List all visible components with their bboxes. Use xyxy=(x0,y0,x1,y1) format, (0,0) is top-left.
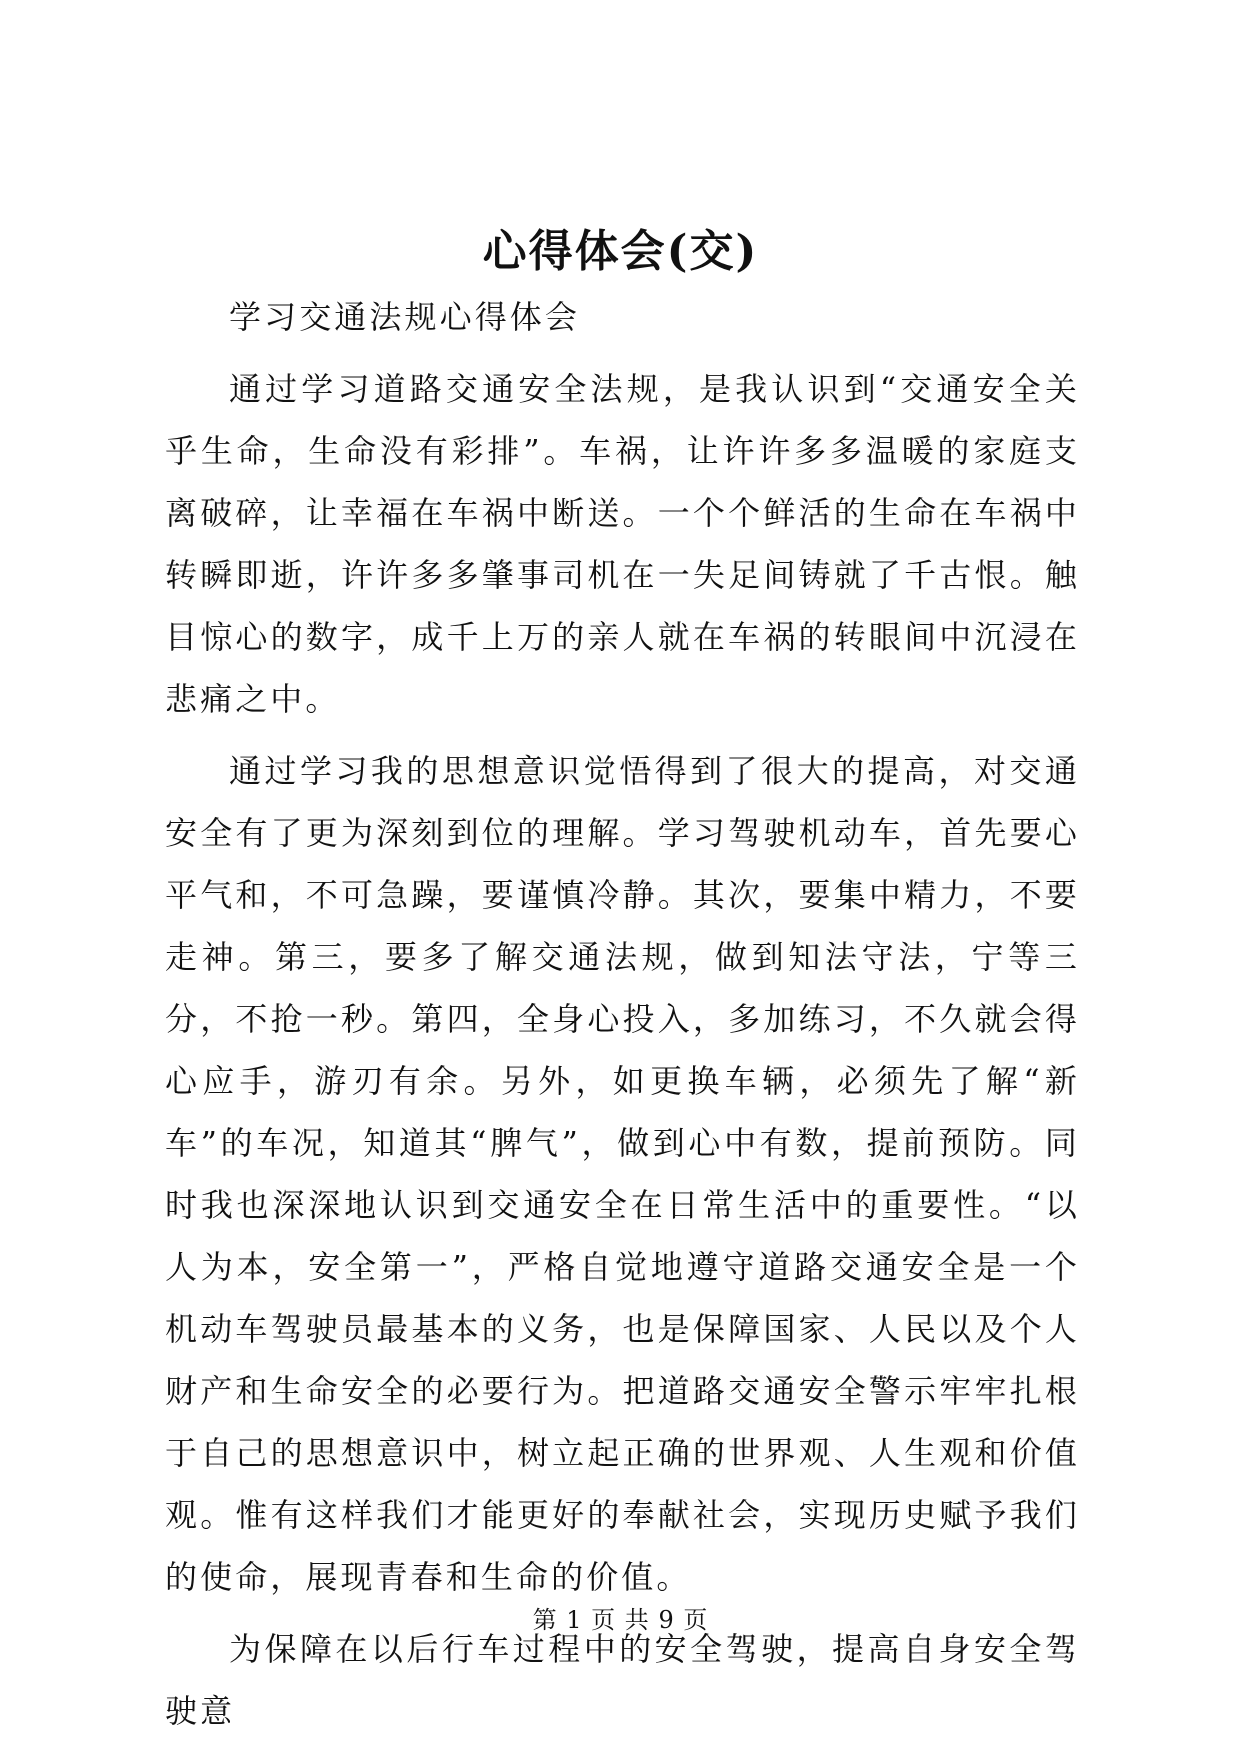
paragraph-1: 通过学习道路交通安全法规，是我认识到“交通安全关乎生命，生命没有彩排”。车祸，让许许多多温暖的家庭支离破碎，让幸福在车祸中断送。一个个鲜活的生命在车祸中转瞬即逝，许许多多肇事司机在一失足间铸就了千古恨。触目惊心的数字，成千上万的亲人就在车祸的转眼间中沉浸在悲痛之中。 xyxy=(165,370,1080,718)
paragraph-2: 通过学习我的思想意识觉悟得到了很大的提高，对交通安全有了更为深刻到位的理解。学习驾驶机动车，首先要心平气和，不可急躁，要谨慎冷静。其次，要集中精力，不要走神。第三，要多了解交通法规，做到知法守法，宁等三分，不抢一秒。第四，全身心投入，多加练习，不久就会得心应手，游刃有余。另外，如更换车辆，必须先了解“新车”的车况，知道其“脾气”，做到心中有数，提前预防。同时我也深深地认识到交通安全在日常生活中的重要性。“以人为本，安全第一”，严格自觉地遵守道路交通安全是一个机动车驾驶员最基本的义务，也是保障国家、人民以及个人财产和生命安全的必要行为。把道路交通安全警示牢牢扎根于自己的思想意识中，树立起正确的世界观、人生观和价值观。惟有这样我们才能更好的奉献社会，实现历史赋予我们的使命，展现青春和生命的价值。 xyxy=(165,752,1080,1596)
document-title: 心得体会(交) xyxy=(482,226,759,277)
document-body xyxy=(165,286,1080,1742)
paragraph-subtitle: 学习交通法规心得体会 xyxy=(229,298,581,336)
paragraph-3: 为保障在以后行车过程中的安全驾驶，提高自身安全驾驶意 xyxy=(165,1630,1080,1730)
page-number-footer: 第 1 页 共 9 页 xyxy=(532,1606,709,1634)
